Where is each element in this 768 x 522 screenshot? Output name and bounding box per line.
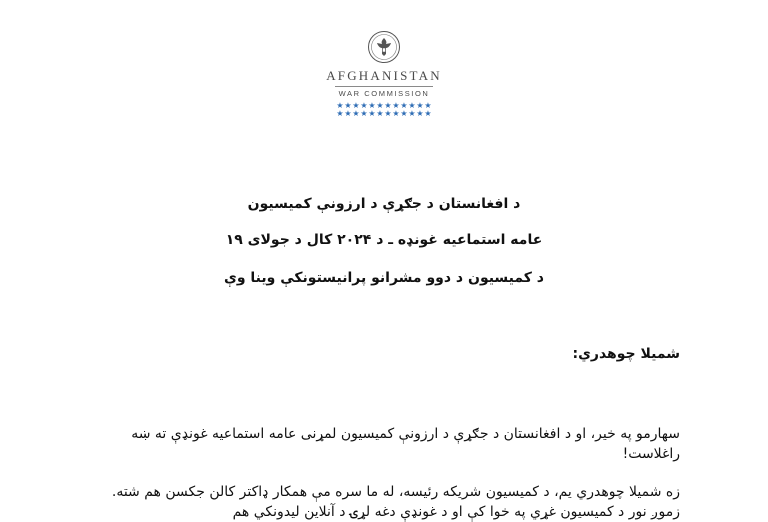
star-icon: ★ (384, 101, 392, 110)
star-icon: ★ (376, 109, 384, 118)
star-band (336, 102, 432, 118)
star-icon: ★ (344, 101, 352, 110)
star-icon: ★ (376, 101, 384, 110)
document-date-line: عامه استماعیه غونډه ـ د ۲۰۲۴ کال د جولای ۱۹ (225, 232, 543, 248)
star-icon: ★ (360, 101, 368, 110)
eagle-seal-icon (367, 30, 401, 64)
star-icon: ★ (336, 109, 344, 118)
commission-logo (0, 30, 768, 118)
logo-subtitle: WAR COMMISSION (338, 89, 430, 98)
star-icon: ★ (408, 101, 416, 110)
star-icon: ★ (408, 109, 416, 118)
star-icon: ★ (424, 101, 432, 110)
star-icon: ★ (344, 109, 352, 118)
logo-title: AFGHANISTAN (326, 68, 442, 83)
star-icon: ★ (368, 101, 376, 110)
star-icon: ★ (384, 109, 392, 118)
speaker-name: شمیلا چوهدري: (572, 346, 680, 362)
star-icon: ★ (352, 101, 360, 110)
star-icon: ★ (416, 101, 424, 110)
star-icon: ★ (360, 109, 368, 118)
star-icon: ★ (416, 109, 424, 118)
star-icon: ★ (400, 109, 408, 118)
paragraph: سهارمو په خیر، او د افغانستان د جګړې د ارزونې کمیسیون لمړنی عامه استماعیه غونډې ته ښه راغلاست! (131, 426, 680, 462)
star-icon: ★ (400, 101, 408, 110)
document-title: د افغانستان د جګړې د ارزونې کمیسیون (247, 196, 521, 212)
star-icon: ★ (352, 109, 360, 118)
paragraph: زه شمیلا چوهدري یم، د کمیسیون شریکه رئیسه، له ما سره مې همکار ډاکتر کالن جکسن هم شته. زموږ نور د کمیسیون غړي په خوا کې او د غونډې دغه لړۍ د آنلاین لیدونکي هم (111, 484, 680, 520)
star-icon: ★ (368, 109, 376, 118)
document-subtitle: د کمیسیون د دوو مشرانو پرانیستونکې وینا وې (224, 270, 544, 286)
logo-divider (335, 86, 433, 87)
star-icon: ★ (336, 101, 344, 110)
star-icon: ★ (424, 109, 432, 118)
star-icon: ★ (392, 101, 400, 110)
star-icon: ★ (392, 109, 400, 118)
